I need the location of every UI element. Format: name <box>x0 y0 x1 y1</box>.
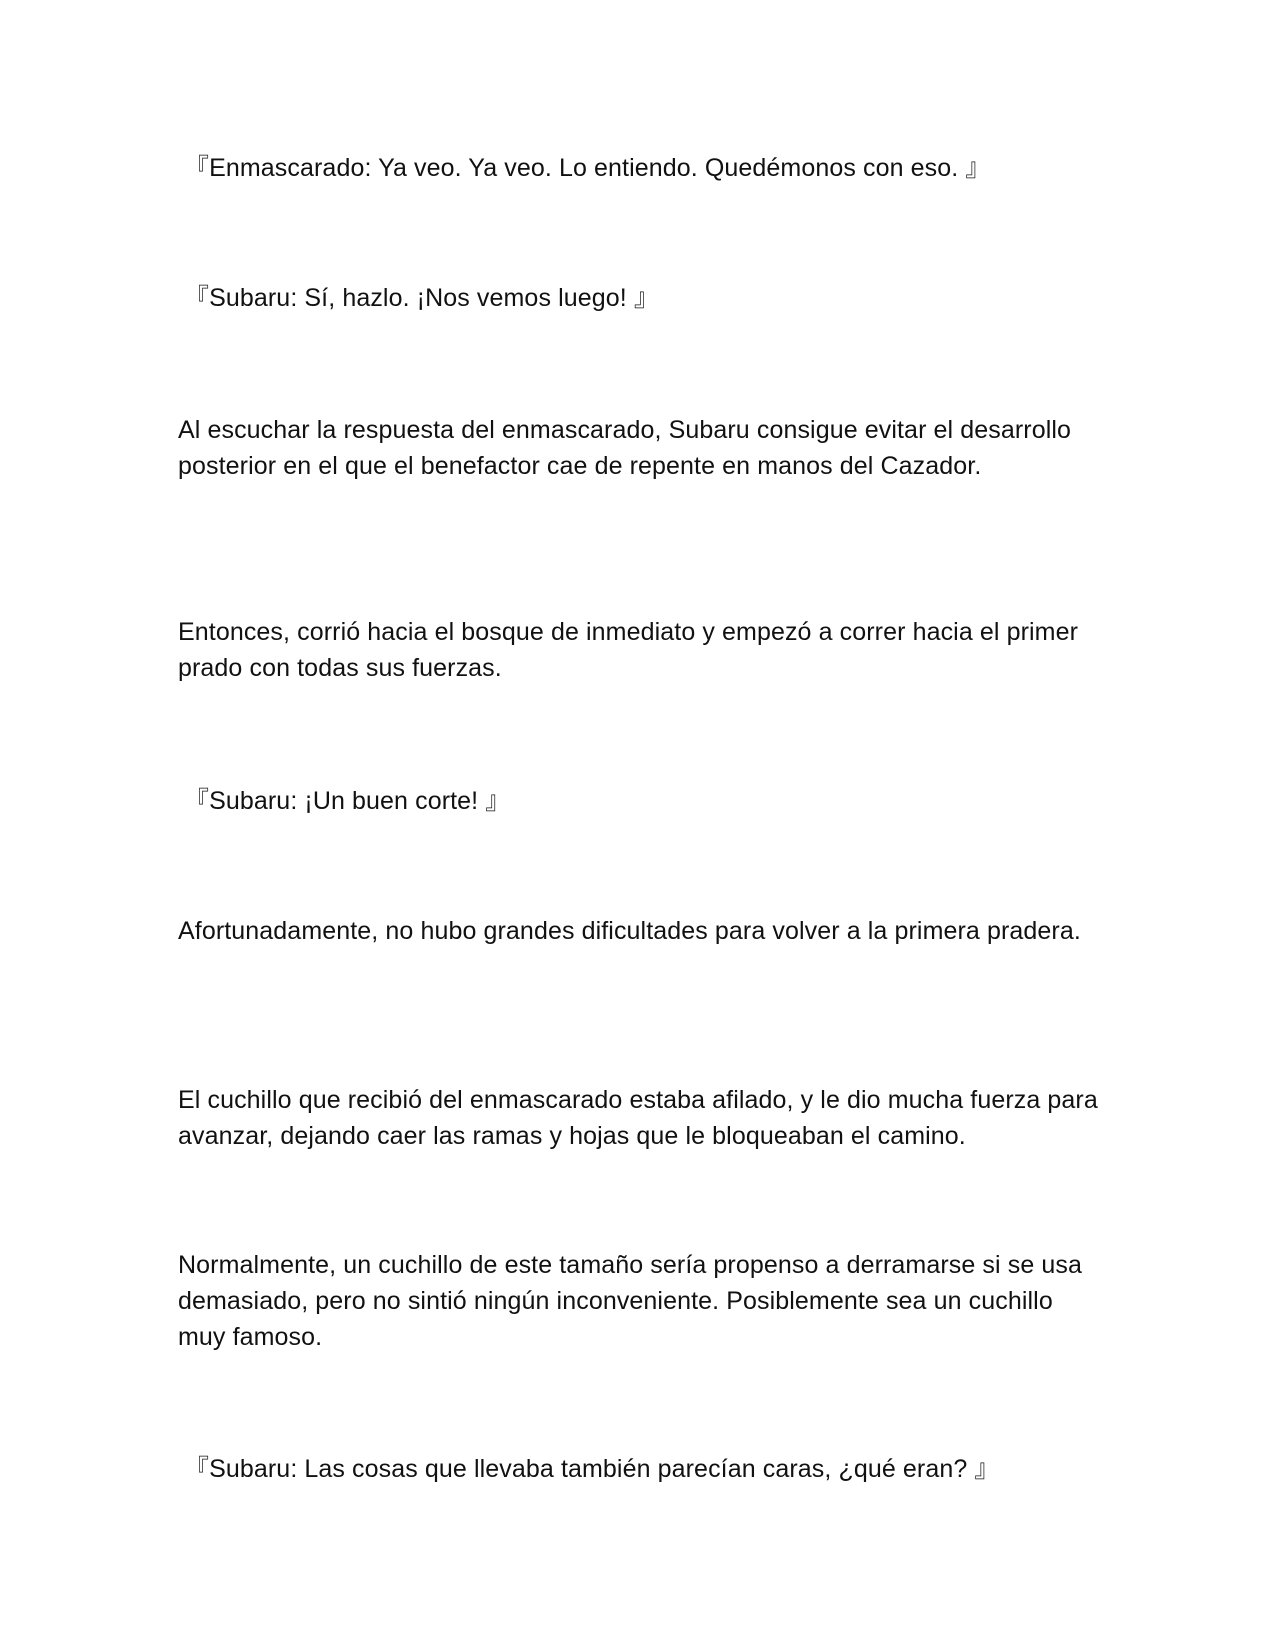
narration-paragraph: Entonces, corrió hacia el bosque de inmediato y empezó a correr hacia el primer prado con todas sus fuerzas. <box>178 618 1079 682</box>
narration-paragraph: El cuchillo que recibió del enmascarado estaba afilado, y le dio mucha fuerza para avanzar, dejando caer las ramas y hojas que le bloqueaban el camino. <box>178 1086 1098 1150</box>
dialogue-line-subaru: 『Subaru: Sí, hazlo. ¡Nos vemos luego! 』 <box>184 284 659 312</box>
dialogue-line-masked-man: 『Enmascarado: Ya veo. Ya veo. Lo entiendo. Quedémonos con eso. 』 <box>184 154 991 182</box>
dialogue-line-subaru: 『Subaru: Las cosas que llevaba también parecían caras, ¿qué eran? 』 <box>184 1455 1000 1483</box>
narration-paragraph: Al escuchar la respuesta del enmascarado, Subaru consigue evitar el desarrollo posterior en el que el benefactor cae de repente en manos del Cazador. <box>178 416 1072 480</box>
narration-paragraph: Normalmente, un cuchillo de este tamaño sería propenso a derramarse si se usa demasiado, pero no sintió ningún inconveniente. Posiblemente sea un cuchillo muy famoso. <box>178 1251 1082 1351</box>
narration-paragraph: Afortunadamente, no hubo grandes dificultades para volver a la primera pradera. <box>178 917 1081 945</box>
dialogue-line-subaru: 『Subaru: ¡Un buen corte! 』 <box>184 787 511 815</box>
